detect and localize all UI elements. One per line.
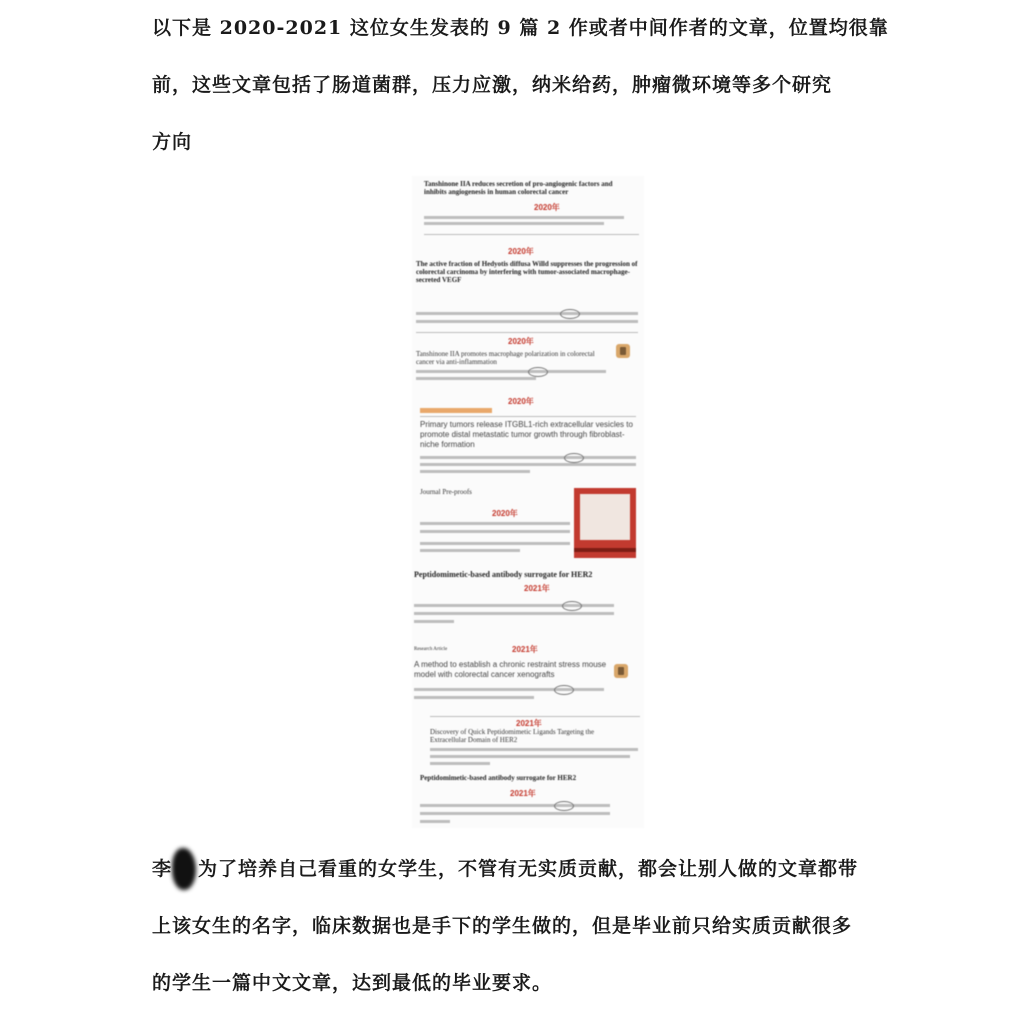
journal-cover-stripe: [574, 548, 636, 552]
paper5-authors: [420, 522, 570, 525]
bottom-paragraph-line: 上该女生的名字，临床数据也是手下的学生做的，但是毕业前只给实质贡献很多: [152, 915, 853, 937]
paper5-journal: Journal Pre-proofs: [420, 488, 472, 496]
paper1-year: 2020年: [534, 203, 560, 212]
paper7-authors: [414, 696, 534, 699]
bottom-paragraph-line: 的学生一篇中文文章，达到最低的毕业要求。: [152, 972, 553, 994]
journal-cover-panel: [580, 494, 630, 540]
paper2-title: The active fraction of Hedyotis diffusa Willd suppresses the progression of colorectal carcinoma by interfering with tumor-associated macrophage-secreted VEGF: [416, 260, 638, 284]
paper3-title: Tanshinone IIA promotes macrophage polarization in colorectal cancer via anti-inflammation: [416, 350, 595, 366]
paper4-title: Primary tumors release ITGBL1-rich extracellular vesicles to promote distal metastatic tumor growth through fibroblast-niche formation: [420, 420, 633, 449]
author-highlight-circle: [528, 367, 548, 377]
paper9-authors: [420, 820, 450, 823]
paper7-authors: [414, 688, 604, 691]
paper8-authors: [430, 762, 490, 765]
author-highlight-circle: [564, 453, 584, 463]
bottom-paragraph-line: [152, 841, 912, 898]
journal-header-bar: [420, 408, 492, 413]
top-paragraph-line: 前，这些文章包括了肠道菌群，压力应激，纳米给药，肿瘤微环境等多个研究: [152, 74, 833, 96]
bottom-paragraph-line-text: 为了培养自己看重的女学生，不管有无实质贡献，都会让别人做的文章都带: [198, 858, 859, 880]
top-paragraph: [152, 0, 912, 171]
divider: [430, 716, 640, 717]
paper2-authors: [416, 320, 638, 323]
author-highlight-circle: [554, 801, 574, 811]
top-paragraph-line: 以下是 2020-2021 这位女生发表的 9 篇 2 作或者中间作者的文章，位置均很靠: [152, 17, 889, 39]
paper5-authors: [420, 549, 520, 552]
author-highlight-circle: [560, 309, 580, 319]
divider: [416, 332, 638, 333]
paper9-title: Peptidomimetic-based antibody surrogate for HER2: [420, 774, 577, 782]
redaction-blot: [172, 848, 196, 890]
paper7-title: A method to establish a chronic restraint stress mouse model with colorectal cancer xenografts: [414, 660, 607, 679]
paper5-authors: [420, 530, 570, 533]
paper1-title: Tanshinone IIA reduces secretion of pro-angiogenic factors and inhibits angiogenesis in human colorectal cancer: [424, 180, 613, 196]
paper3-authors: [416, 377, 536, 380]
bottom-paragraph: [152, 841, 912, 1012]
paper8-title: Discovery of Quick Peptidomimetic Ligands Targeting the Extracellular Domain of HER2: [430, 728, 595, 744]
paper1-authors: [424, 222, 604, 225]
paper4-authors: [420, 456, 636, 459]
divider: [420, 416, 636, 417]
paper2-year: 2020年: [508, 247, 534, 256]
paper4-authors: [420, 470, 530, 473]
divider: [424, 234, 639, 235]
redacted-name-prefix: 李: [152, 858, 173, 880]
author-highlight-circle: [554, 685, 574, 695]
paper6-authors: [414, 612, 614, 615]
paper7-year: 2021年: [512, 645, 538, 654]
paper5-year: 2020年: [492, 509, 518, 518]
paper-screenshot-collage: [412, 176, 644, 828]
author-highlight-circle: [562, 601, 582, 611]
paper9-year: 2021年: [510, 789, 536, 798]
top-paragraph-line: 方向: [152, 131, 193, 153]
paper6-authors: [414, 620, 454, 623]
paper8-authors: [430, 748, 638, 751]
paper4-year: 2020年: [508, 397, 534, 406]
paper6-authors: [414, 604, 614, 607]
paper3-authors: [416, 370, 606, 373]
paper2-authors: [416, 312, 638, 315]
publisher-logo: [616, 344, 630, 358]
publisher-logo: [614, 664, 628, 678]
paper6-year: 2021年: [524, 584, 550, 593]
paper8-year: 2021年: [516, 719, 542, 728]
paper9-authors: [420, 804, 610, 807]
paper4-authors: [420, 463, 636, 466]
paper5-authors: [420, 542, 570, 545]
paper3-year: 2020年: [508, 337, 534, 346]
paper8-authors: [430, 755, 630, 758]
paper6-title: Peptidomimetic-based antibody surrogate for HER2: [414, 570, 593, 579]
paper9-authors: [420, 812, 610, 815]
paper7-label: Research Article: [414, 647, 448, 652]
paper1-authors: [424, 216, 624, 219]
journal-cover-image: [574, 488, 636, 558]
